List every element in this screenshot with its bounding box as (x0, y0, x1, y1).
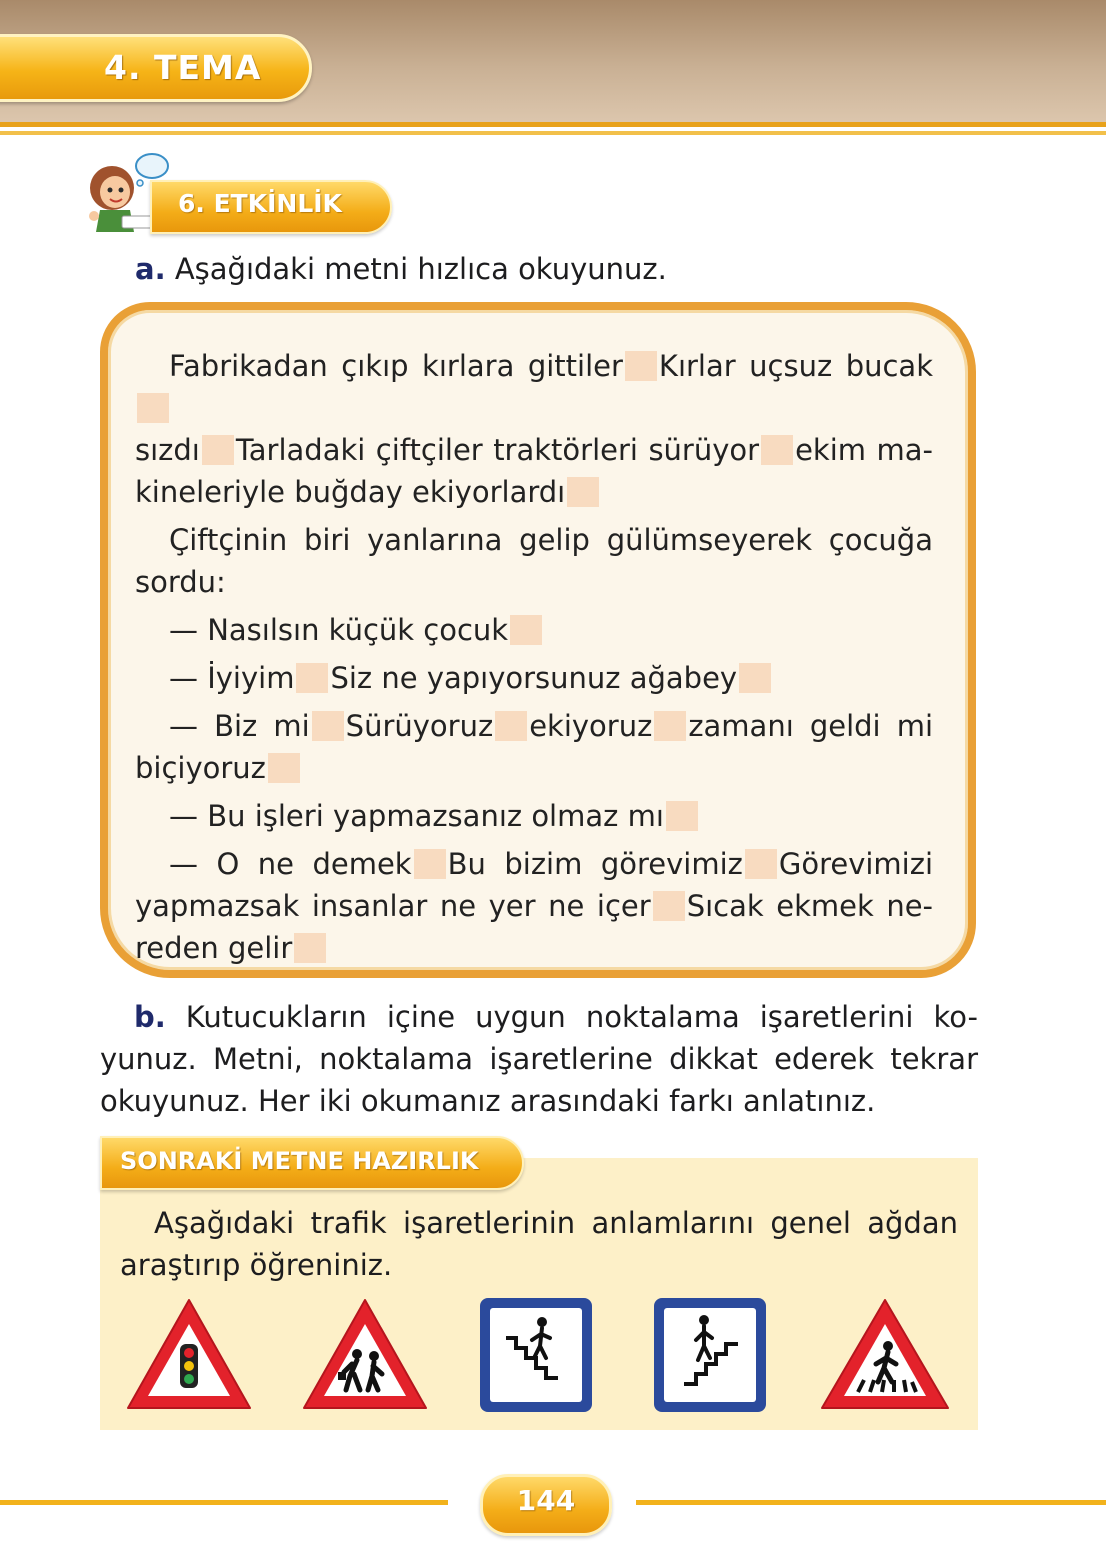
prep-instruction (120, 1202, 958, 1286)
blank-box[interactable] (294, 933, 326, 963)
prep-title: SONRAKİ METNE HAZIRLIK (120, 1147, 479, 1175)
story-line: — O ne demek Bu bizim görevimiz Görevimizi (169, 847, 934, 881)
blank-box[interactable] (414, 849, 446, 879)
blank-box[interactable] (745, 849, 777, 879)
blank-box[interactable] (653, 891, 685, 921)
part-a-label: a. (135, 252, 166, 286)
blank-box[interactable] (312, 711, 344, 741)
pedestrian-crossing-warning-sign-icon (818, 1296, 952, 1414)
story-line: sordu: (135, 565, 226, 599)
part-b-line: yunuz. Metni, noktalama işaretlerine dikkat ederek tekrar (100, 1042, 978, 1076)
blank-box[interactable] (296, 663, 328, 693)
story-line: — Bu işleri yapmazsanız olmaz mı (135, 795, 933, 837)
header-rule (0, 122, 1106, 127)
blank-box[interactable] (495, 711, 527, 741)
traffic-light-warning-sign-icon (124, 1296, 254, 1414)
story-line: kineleriyle buğday ekiyorlardı (135, 471, 933, 513)
blank-box[interactable] (654, 711, 686, 741)
part-b-line: okuyunuz. Her iki okumanız arasındaki farkı anlatınız. (100, 1084, 876, 1118)
overpass-stairs-up-sign-icon (652, 1296, 768, 1414)
blank-box[interactable] (510, 615, 542, 645)
blank-box[interactable] (268, 753, 300, 783)
part-b-label: b. (134, 1000, 166, 1034)
blank-box[interactable] (761, 435, 793, 465)
blank-box[interactable] (567, 477, 599, 507)
blank-box[interactable] (739, 663, 771, 693)
part-a-instruction (135, 252, 667, 286)
footer-rule-right (636, 1500, 1106, 1505)
prep-line: araştırıp öğreniniz. (120, 1248, 393, 1282)
story-line: — Biz mi Sürüyoruz ekiyoruz zamanı geldi mi (169, 709, 934, 743)
story-line: — İyiyim Siz ne yapıyorsunuz ağabey (135, 657, 933, 699)
part-a-text: Aşağıdaki metni hızlıca okuyunuz. (174, 252, 667, 286)
blank-box[interactable] (202, 435, 234, 465)
part-b-paragraph (100, 996, 978, 1122)
underpass-stairs-down-sign-icon (478, 1296, 594, 1414)
story-line: yapmazsak insanlar ne yer ne içer Sıcak ekmek ne- (135, 889, 934, 923)
header-rule-thin (0, 131, 1106, 135)
story-line: reden gelir (135, 927, 933, 969)
blank-box[interactable] (625, 351, 657, 381)
theme-label: 4. TEMA (104, 48, 262, 87)
blank-box[interactable] (666, 801, 698, 831)
page-number: 144 (516, 1484, 576, 1517)
story-text (135, 345, 933, 969)
school-children-warning-sign-icon (300, 1296, 430, 1414)
prep-line: Aşağıdaki trafik işaretlerinin anlamlarını genel ağdan (154, 1206, 958, 1240)
activity-title: 6. ETKİNLİK (178, 189, 342, 218)
story-line: — Nasılsın küçük çocuk (135, 609, 933, 651)
blank-box[interactable] (137, 393, 169, 423)
story-line: Fabrikadan çıkıp kırlara gittiler Kırlar uçsuz bucak (135, 345, 933, 429)
story-line: sızdı Tarladaki çiftçiler traktörleri sürüyor ekim ma- (135, 433, 933, 467)
footer-rule-left (0, 1500, 448, 1505)
story-line: Çiftçinin biri yanlarına gelip gülümseyerek çocuğa (169, 523, 933, 557)
story-line: biçiyoruz (135, 747, 933, 789)
part-b-line: b. Kutucukların içine uygun noktalama işaretlerini ko- (134, 1000, 978, 1034)
